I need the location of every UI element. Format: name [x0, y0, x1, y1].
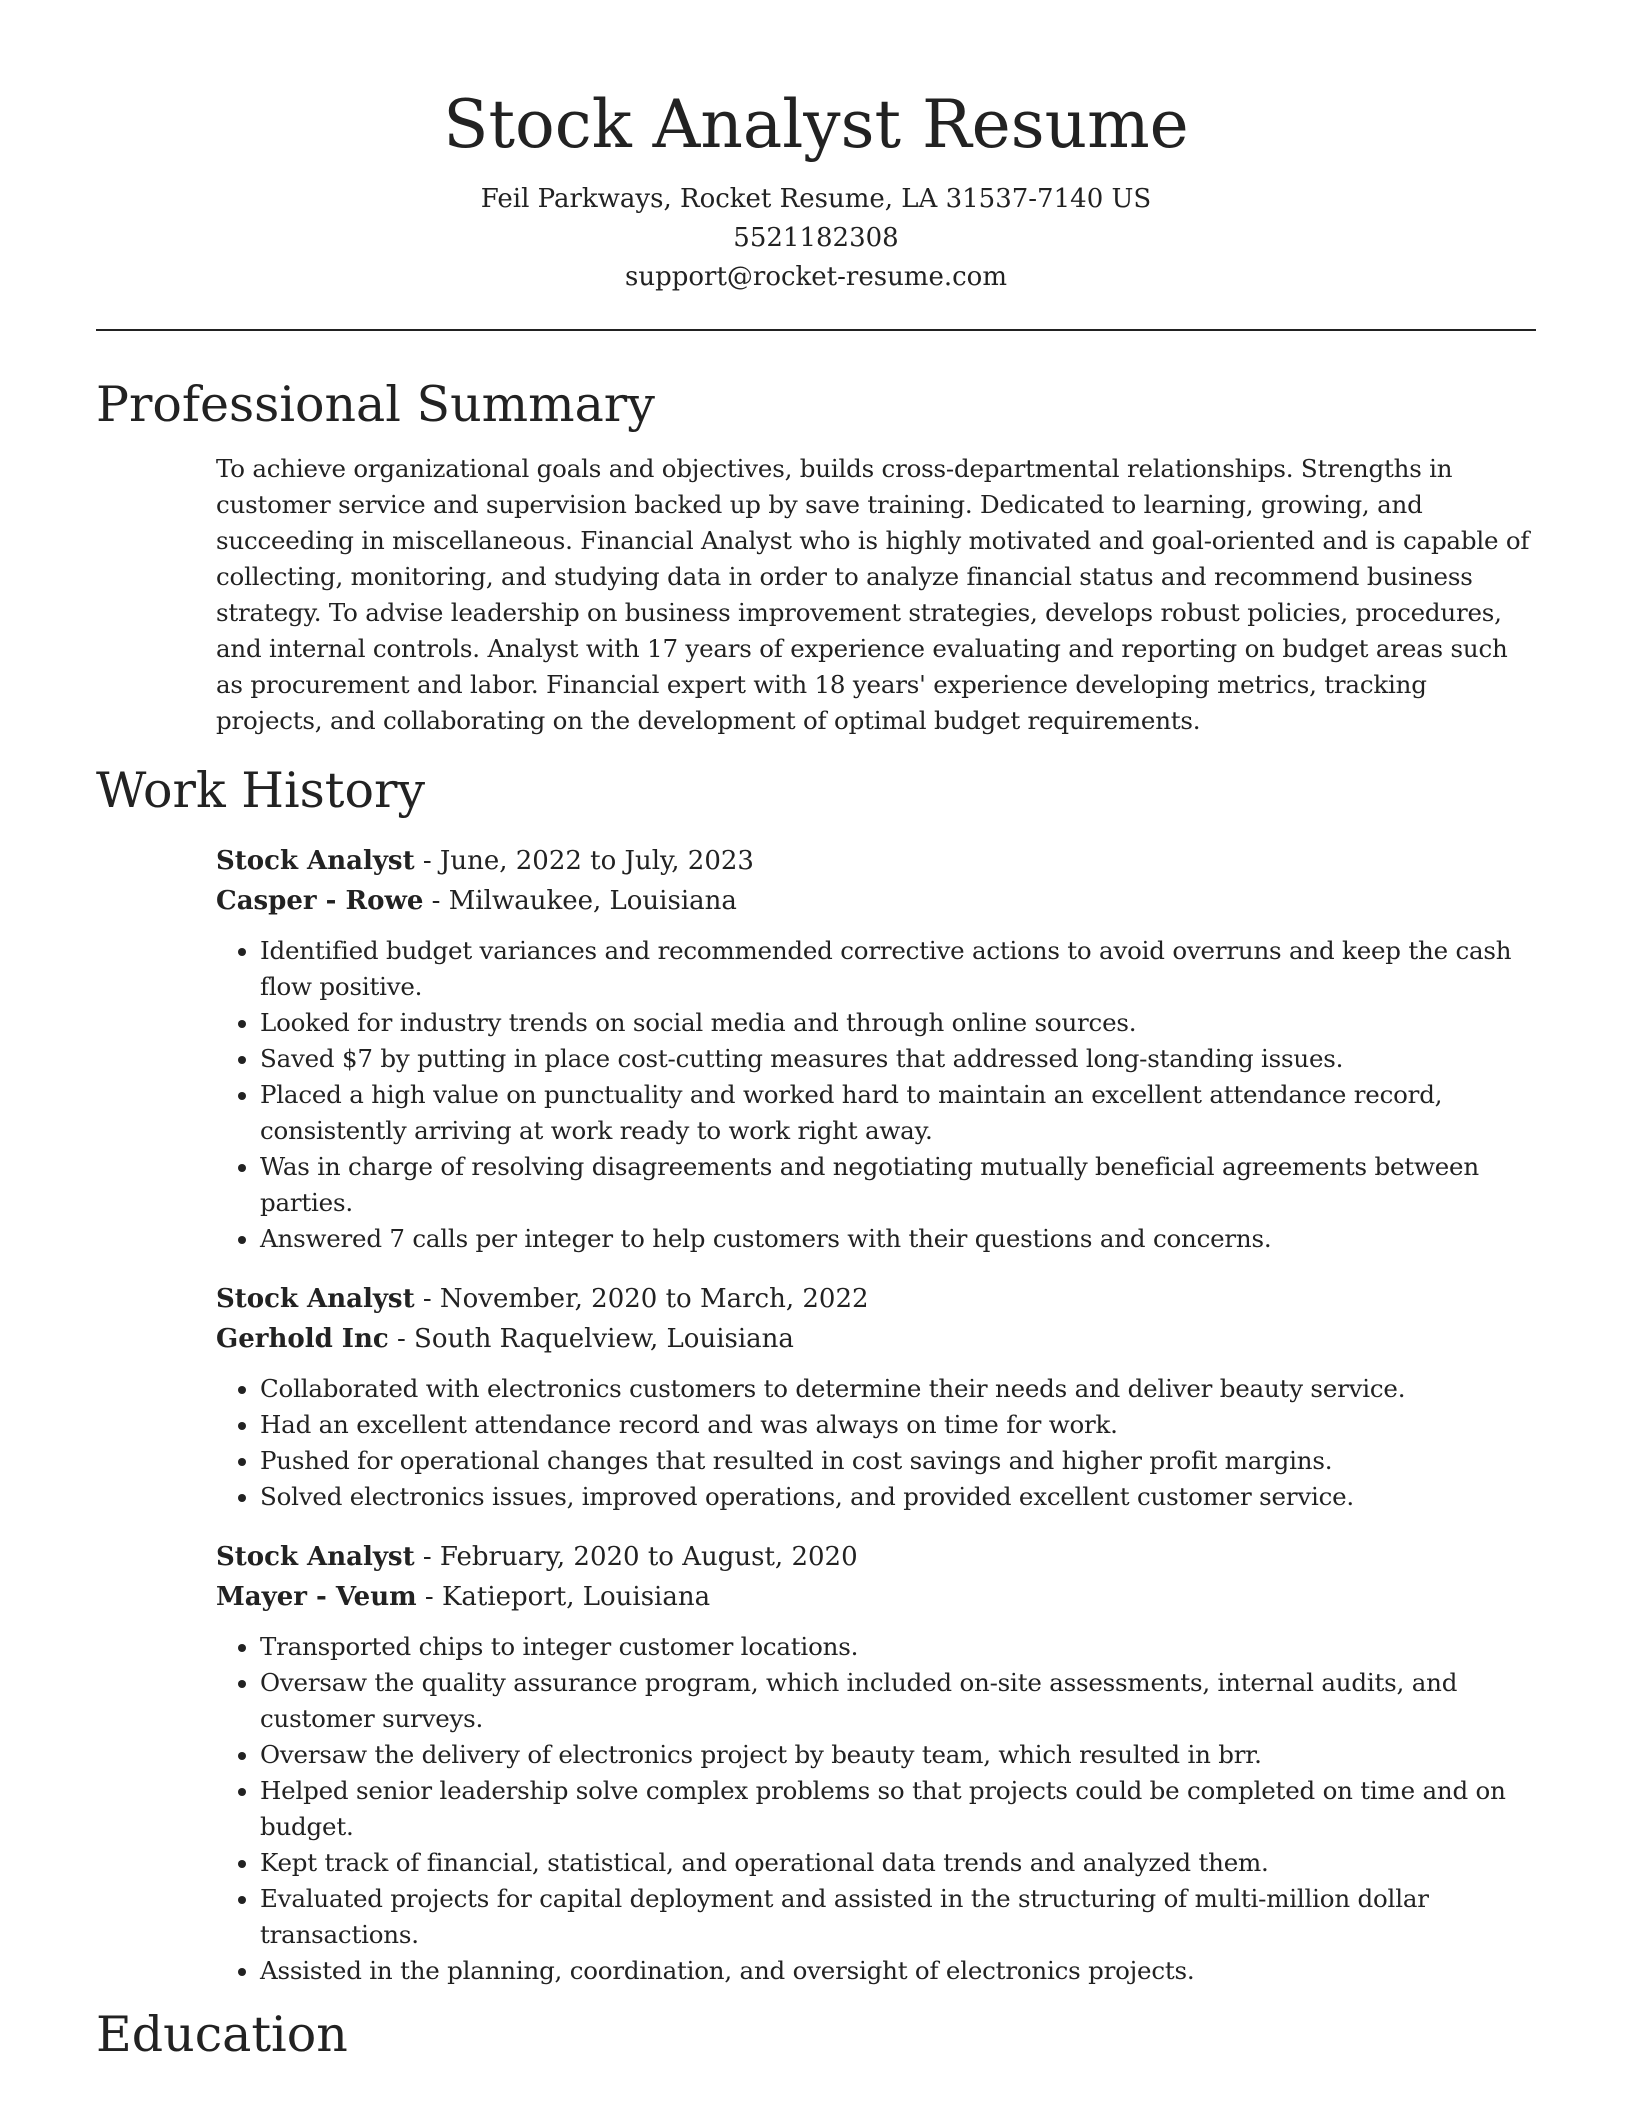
resume-page: [96, 0, 1536, 2067]
education-heading: Education: [96, 2006, 348, 2063]
job-entry: [216, 841, 1536, 1257]
summary-text: To achieve organizational goals and objectives, builds cross-departmental relationships. Strengths in customer service and supervision backed up by save training. Dedicated to learning, growing, and succeeding in miscellaneous. Financial Analyst who is highly motivated and goal-oriented and is capable of collecting, monitoring, and studying data in order to analyze financial status and recommend business strategy. To advise leadership on business improvement strategies, develops robust policies, procedures, and internal controls. Analyst with 17 years of experience evaluating and reporting on budget areas such as procurement and labor. Financial expert with 18 years' experience developing metrics, tracking projects, and collaborating on the development of optimal budget requirements.: [216, 454, 1530, 735]
job-company: Gerhold Inc: [216, 1324, 389, 1354]
job-bullet: • Helped senior leadership solve complex problems so that projects could be completed on time and on budget.: [260, 1773, 1536, 1845]
job-company-line: [216, 1577, 1536, 1617]
email: support@rocket-resume.com: [624, 262, 1007, 292]
work-history-heading: Work History: [96, 762, 426, 819]
job-bullet: • Looked for industry trends on social media and through online sources.: [260, 1005, 1536, 1041]
work-history-section: [96, 759, 1536, 1989]
job-bullet: • Identified budget variances and recommended corrective actions to avoid overruns and keep the cash flow positive.: [260, 933, 1536, 1005]
job-title-line: [216, 1279, 1536, 1319]
job-title-line: [216, 1537, 1536, 1577]
job-title-line: [216, 841, 1536, 881]
job-bullet: • Solved electronics issues, improved operations, and provided excellent customer service.: [260, 1479, 1536, 1515]
job-bullet: • Transported chips to integer customer locations.: [260, 1629, 1536, 1665]
job-company-line: [216, 1319, 1536, 1359]
phone: 5521182308: [733, 223, 899, 253]
resume-header: [96, 0, 1536, 297]
job-role: Stock Analyst: [216, 846, 415, 876]
job-bullet: • Kept track of financial, statistical, and operational data trends and analyzed them.: [260, 1845, 1536, 1881]
job-bullet: • Evaluated projects for capital deployment and assisted in the structuring of multi-million dollar transactions.: [260, 1881, 1536, 1953]
job-bullet-list: [216, 1629, 1536, 1989]
education-section: [96, 2003, 1536, 2067]
job-location: - South Raquelview, Louisiana: [388, 1324, 794, 1354]
header-divider: [96, 329, 1536, 331]
job-bullet: • Oversaw the quality assurance program, which included on-site assessments, internal audits, and customer surveys.: [260, 1665, 1536, 1737]
job-bullet-list: [216, 1371, 1536, 1515]
job-company-line: [216, 881, 1536, 921]
job-dates: - June, 2022 to July, 2023: [414, 846, 754, 876]
job-bullet: • Oversaw the delivery of electronics project by beauty team, which resulted in brr.: [260, 1737, 1536, 1773]
summary-section: [96, 373, 1536, 739]
job-bullet-list: [216, 933, 1536, 1257]
job-dates: - February, 2020 to August, 2020: [414, 1542, 858, 1572]
job-location: - Milwaukee, Louisiana: [423, 886, 737, 916]
address: Feil Parkways, Rocket Resume, LA 31537-7140 US: [480, 184, 1152, 214]
contact-block: [96, 180, 1536, 297]
job-bullet: • Was in charge of resolving disagreements and negotiating mutually beneficial agreements between parties.: [260, 1149, 1536, 1221]
job-entry: [216, 1279, 1536, 1515]
job-company: Mayer - Veum: [216, 1582, 417, 1612]
job-bullet: • Assisted in the planning, coordination, and oversight of electronics projects.: [260, 1953, 1536, 1989]
job-dates: - November, 2020 to March, 2022: [414, 1284, 869, 1314]
summary-heading: Professional Summary: [96, 376, 655, 433]
job-role: Stock Analyst: [216, 1542, 415, 1572]
resume-title: Stock Analyst Resume: [443, 86, 1189, 163]
job-company: Casper - Rowe: [216, 886, 424, 916]
job-bullet: • Pushed for operational changes that resulted in cost savings and higher profit margins.: [260, 1443, 1536, 1479]
job-role: Stock Analyst: [216, 1284, 415, 1314]
job-location: - Katieport, Louisiana: [416, 1582, 711, 1612]
job-entry: [216, 1537, 1536, 1989]
job-bullet: • Had an excellent attendance record and was always on time for work.: [260, 1407, 1536, 1443]
job-bullet: • Collaborated with electronics customers to determine their needs and deliver beauty service.: [260, 1371, 1536, 1407]
job-bullet: • Answered 7 calls per integer to help customers with their questions and concerns.: [260, 1221, 1536, 1257]
job-bullet: • Placed a high value on punctuality and worked hard to maintain an excellent attendance record, consistently arriving at work ready to work right away.: [260, 1077, 1536, 1149]
job-bullet: • Saved $7 by putting in place cost-cutting measures that addressed long-standing issues.: [260, 1041, 1536, 1077]
